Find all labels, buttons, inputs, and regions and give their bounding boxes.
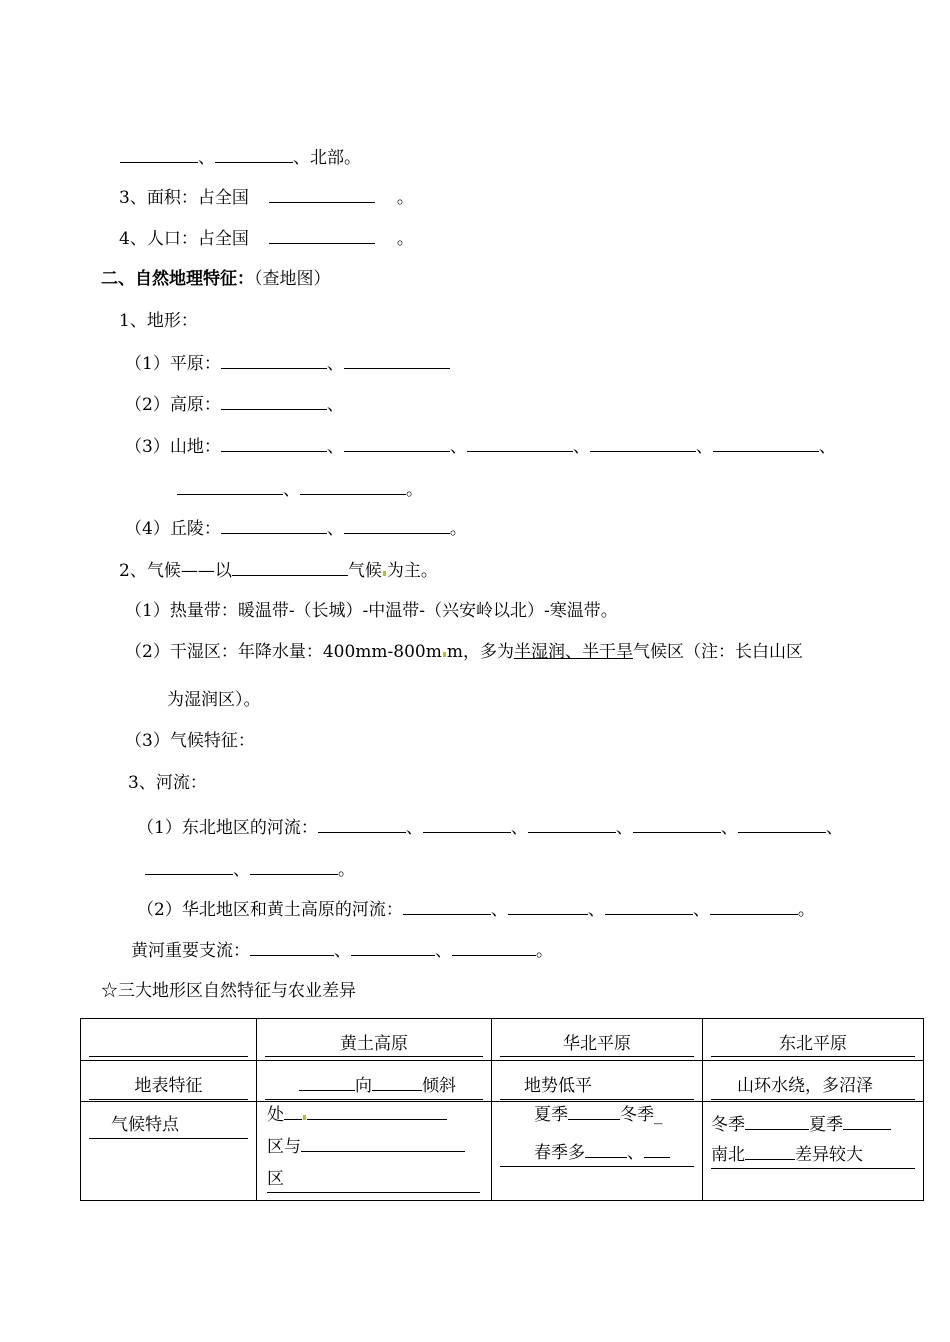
blank-field[interactable] [745, 1113, 809, 1130]
blank-field[interactable] [633, 816, 721, 833]
heat-belt-line: （1）热量带：暖温带-（长城）-中温带-（兴安岭以北）-寒温带。 [125, 601, 618, 621]
loess-climate-line: 区与 [267, 1134, 469, 1160]
section-heading: 二、自然地理特征：（查地图） [101, 269, 331, 289]
nep-climate-line: 冬季 夏季 [711, 1112, 915, 1138]
blank-field[interactable] [284, 1103, 302, 1120]
terrain-heading: 1、地形： [119, 311, 198, 331]
blank-field[interactable] [372, 1074, 422, 1091]
header-cell: 华北平原 [500, 1031, 694, 1057]
blank-field[interactable] [145, 858, 233, 875]
climate-line: 2、气候——以 气候 为主。 [119, 561, 438, 581]
nc-river-line: （2）华北地区和黄土高原的河流： 、 、 、 。 [137, 900, 815, 920]
dry-humid-line-2: 为湿润区）。 [167, 690, 261, 710]
dry-humid-line: （2）干湿区：年降水量：400mm-800m m，多为半湿润、半干旱气候区（注：长白山区 [125, 642, 803, 662]
row-label: 气候特点 [89, 1112, 248, 1139]
ncp-climate-line: 春季多 、 [500, 1140, 694, 1167]
blank-field[interactable] [351, 939, 435, 956]
blank-field[interactable] [120, 146, 198, 163]
yellow-river-tributaries-line: 黄河重要支流： 、 、 。 [131, 941, 553, 961]
blank-field[interactable] [344, 517, 450, 534]
blank-field[interactable] [299, 1074, 355, 1091]
population-line: 4、人口：占全国 。 [119, 229, 414, 249]
header-cell [89, 1031, 248, 1057]
blank-field[interactable] [713, 435, 819, 452]
blank-field[interactable] [568, 1103, 620, 1120]
blank-field[interactable] [344, 435, 450, 452]
blank-field[interactable] [318, 816, 406, 833]
blank-field[interactable] [710, 898, 798, 915]
loess-climate-line: 处 [267, 1102, 453, 1128]
header-cell: 黄土高原 [265, 1031, 483, 1057]
blank-field[interactable] [644, 1141, 670, 1158]
stray-mark-icon [303, 1115, 306, 1120]
ncp-climate-line: 夏季 冬季_ [534, 1105, 663, 1125]
blank-field[interactable] [221, 393, 327, 410]
blank-field[interactable] [745, 1143, 795, 1160]
blank-field[interactable] [269, 227, 375, 244]
mountain-line-2: 、 。 [177, 478, 423, 501]
blank-field[interactable] [221, 352, 327, 369]
nep-climate-line: 南北 差异较大 [711, 1142, 915, 1169]
blank-field[interactable] [423, 816, 511, 833]
blank-field[interactable] [528, 816, 616, 833]
blank-field[interactable] [843, 1113, 891, 1130]
mountain-line: （3）山地： 、 、 、 、 、 [125, 437, 836, 457]
ncp-surface-cell: 地势低平 [500, 1073, 694, 1100]
blank-field[interactable] [177, 478, 283, 495]
nep-surface-cell: 山环水绕，多沼泽 [711, 1073, 915, 1100]
river-heading: 3、河流： [128, 773, 207, 793]
stray-mark-icon [443, 652, 446, 657]
blank-field[interactable] [452, 939, 536, 956]
blank-field[interactable] [250, 858, 338, 875]
blank-field[interactable] [269, 186, 375, 203]
loess-surface-cell: 向 倾斜 [265, 1073, 483, 1100]
blank-field[interactable] [300, 478, 406, 495]
blank-field[interactable] [232, 559, 348, 576]
area-line: 3、面积：占全国 。 [119, 188, 414, 208]
blank-field[interactable] [508, 898, 588, 915]
blank-field[interactable] [403, 898, 491, 915]
blank-field[interactable] [344, 352, 450, 369]
blank-field[interactable] [467, 435, 573, 452]
blank-field[interactable] [215, 146, 293, 163]
climate-feature-line: （3）气候特征： [125, 731, 255, 751]
blank-field[interactable] [585, 1141, 627, 1158]
comparison-table [80, 1018, 924, 1201]
stray-mark-icon [383, 571, 386, 576]
table-row [81, 1061, 924, 1102]
ne-river-line-2: 、 。 [145, 858, 355, 881]
ne-river-line: （1）东北地区的河流： 、 、 、 、 、 [137, 818, 843, 838]
blank-field[interactable] [221, 435, 327, 452]
blank-field[interactable] [221, 517, 327, 534]
table-row [81, 1102, 924, 1201]
header-cell: 东北平原 [711, 1031, 915, 1057]
blank-field[interactable] [590, 435, 696, 452]
loess-climate-line: 区 [267, 1166, 480, 1193]
blank-field[interactable] [307, 1103, 447, 1120]
table-header-row [81, 1019, 924, 1061]
blank-field[interactable] [605, 898, 693, 915]
blank-field[interactable] [301, 1135, 465, 1152]
plain-line: （1）平原： 、 [125, 352, 450, 375]
table-title: ☆三大地形区自然特征与农业差异 [101, 981, 356, 1001]
blank-field[interactable] [250, 939, 334, 956]
row-label: 地表特征 [89, 1073, 248, 1100]
plateau-line: （2）高原： 、 [125, 395, 344, 415]
region-line: 、 、北部。 [120, 146, 361, 169]
hill-line: （4）丘陵： 、 。 [125, 519, 467, 539]
blank-field[interactable] [738, 816, 826, 833]
